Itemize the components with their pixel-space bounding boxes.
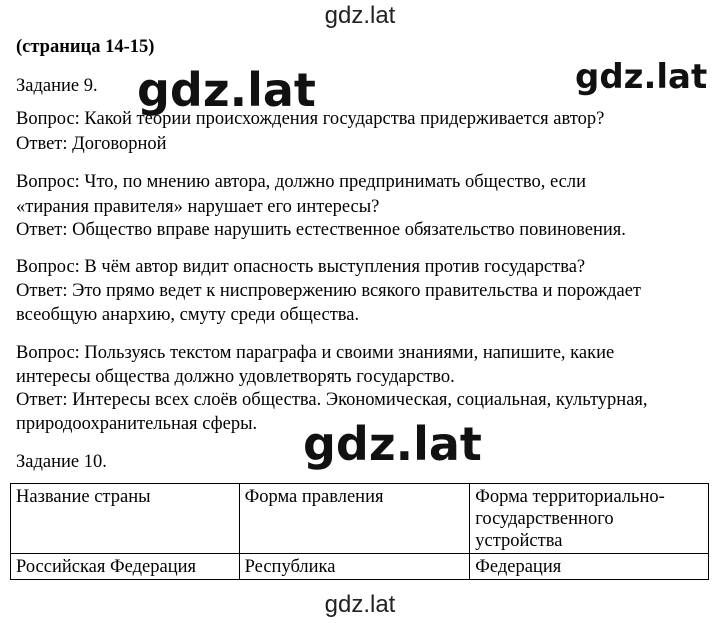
table-header-row xyxy=(11,484,709,554)
header-country-name: Название страны xyxy=(11,484,240,554)
government-forms-table xyxy=(10,483,709,580)
task-9-title: Задание 9. xyxy=(16,76,98,96)
table-row xyxy=(11,554,709,580)
answer-1: Ответ: Договорной xyxy=(16,134,167,154)
question-4-line-1: Вопрос: Пользуясь текстом параграфа и своими знаниями, напишите, какие xyxy=(16,343,615,363)
answer-4-line-2: природоохранительная сферы. xyxy=(16,414,258,434)
header-territorial-line-1: Форма территориально- xyxy=(475,487,665,507)
watermark-large-center: gdz.lat xyxy=(303,417,482,471)
answer-3-line-2: всеобщую анархию, смуту среди общества. xyxy=(16,305,360,325)
question-4-line-2: интересы общества должно удовлетворять государство. xyxy=(16,367,455,387)
page-range-heading: (страница 14-15) xyxy=(16,37,155,57)
header-territorial-line-2: государственного xyxy=(475,509,614,529)
watermark-large-right: gdz.lat xyxy=(575,57,708,97)
header-form-of-government: Форма правления xyxy=(239,484,470,554)
question-2-line-1: Вопрос: Что, по мнению автора, должно предпринимать общество, если xyxy=(16,172,586,192)
header-territorial-line-3: устройства xyxy=(475,531,563,551)
watermark-top: gdz.lat xyxy=(324,2,396,29)
question-1: Вопрос: Какой теории происхождения государства придерживается автор? xyxy=(16,109,605,129)
question-3: Вопрос: В чём автор видит опасность выступления против государства? xyxy=(16,257,586,277)
watermark-large-left: gdz.lat xyxy=(137,63,316,117)
task-10-title: Задание 10. xyxy=(16,452,107,472)
cell-government-form: Республика xyxy=(239,554,470,580)
answer-4-line-1: Ответ: Интересы всех слоёв общества. Экономическая, социальная, культурная, xyxy=(16,390,648,410)
answer-2: Ответ: Общество вправе нарушить естественное обязательство повиновения. xyxy=(16,220,626,240)
cell-country: Российская Федерация xyxy=(11,554,240,580)
header-territorial-structure xyxy=(470,484,709,554)
cell-territorial-structure: Федерация xyxy=(470,554,709,580)
watermark-bottom: gdz.lat xyxy=(324,591,396,618)
answer-3-line-1: Ответ: Это прямо ведет к ниспровержению всякого правительства и порождает xyxy=(16,281,641,301)
question-2-line-2: «тирания правителя» нарушает его интересы? xyxy=(16,197,380,217)
